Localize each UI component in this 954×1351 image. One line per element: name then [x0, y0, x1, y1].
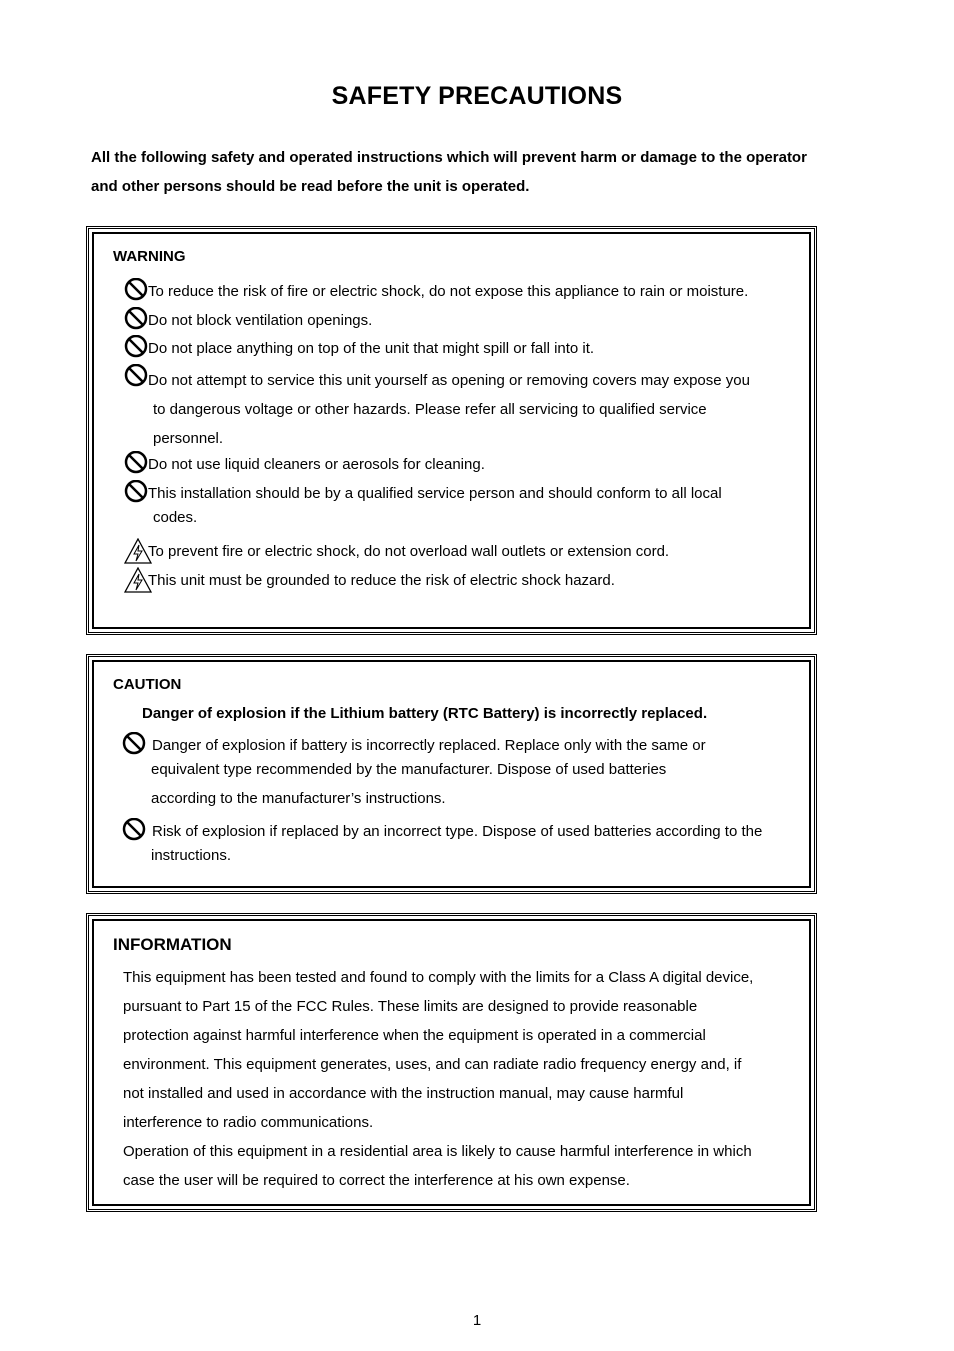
information-line: case the user will be required to correct the interference at his own expense. [123, 1172, 630, 1189]
caution-subheading: Danger of explosion if the Lithium battery (RTC Battery) is incorrectly replaced. [142, 705, 708, 722]
warning-item [124, 540, 804, 564]
prohibited-icon [124, 278, 152, 306]
information-paragraph [123, 963, 813, 1195]
caution-box [86, 654, 817, 894]
information-line: not installed and used in accordance with the instruction manual, may cause harmful [123, 1085, 684, 1102]
warning-item-text: This unit must be grounded to reduce the risk of electric shock hazard. [148, 572, 615, 589]
caution-heading: CAUTION [113, 676, 182, 693]
information-line: interference to radio communications. [123, 1114, 374, 1131]
warning-item-text: Do not attempt to service this unit yourself as opening or removing covers may expose you [148, 372, 750, 389]
warning-item-text: This installation should be by a qualified service person and should conform to all local [148, 485, 722, 502]
caution-item [122, 820, 802, 868]
warning-item-text: to dangerous voltage or other hazards. Please refer all servicing to qualified service [153, 401, 707, 418]
warning-item [124, 453, 804, 477]
prohibited-icon [124, 364, 152, 392]
warning-item [124, 337, 804, 361]
warning-item [124, 280, 804, 304]
prohibited-icon [124, 307, 152, 335]
warning-item-text: Do not use liquid cleaners or aerosols for cleaning. [148, 456, 485, 473]
electric-hazard-icon [124, 538, 152, 566]
warning-item [124, 309, 804, 333]
warning-item [124, 482, 804, 530]
caution-item-text: instructions. [151, 847, 232, 864]
warning-item-text: To prevent fire or electric shock, do not overload wall outlets or extension cord. [148, 543, 670, 560]
caution-item-text: equivalent type recommended by the manufacturer. Dispose of used batteries [151, 761, 667, 778]
information-line: Operation of this equipment in a residential area is likely to cause harmful interference in which [123, 1143, 752, 1160]
prohibited-icon [124, 480, 152, 508]
warning-item [124, 366, 804, 453]
intro-line: and other persons should be read before the unit is operated. [91, 178, 530, 195]
caution-item-text: Danger of explosion if battery is incorrectly replaced. Replace only with the same or [152, 737, 706, 754]
warning-item [124, 569, 804, 593]
page-number: 1 [472, 1312, 482, 1329]
electric-hazard-icon [124, 567, 152, 595]
prohibited-icon [122, 818, 150, 846]
warning-item-text: Do not place anything on top of the unit that might spill or fall into it. [148, 340, 595, 357]
prohibited-icon [122, 732, 150, 760]
caution-item-text: Risk of explosion if replaced by an incorrect type. Dispose of used batteries according to the [152, 823, 763, 840]
warning-heading: WARNING [113, 248, 186, 265]
page-title: SAFETY PRECAUTIONS [331, 82, 623, 110]
caution-item [122, 734, 802, 811]
warning-item-text: codes. [153, 509, 198, 526]
prohibited-icon [124, 335, 152, 363]
information-line: pursuant to Part 15 of the FCC Rules. These limits are designed to provide reasonable [123, 998, 698, 1015]
warning-item-text: To reduce the risk of fire or electric shock, do not expose this appliance to rain or moisture. [148, 283, 749, 300]
warning-item-text: Do not block ventilation openings. [148, 312, 373, 329]
intro-line: All the following safety and operated instructions which will prevent harm or damage to the operator [91, 149, 807, 166]
information-line: protection against harmful interference when the equipment is operated in a commercial [123, 1027, 706, 1044]
prohibited-icon [124, 451, 152, 479]
caution-item-text: according to the manufacturer’s instructions. [151, 790, 446, 807]
information-line: This equipment has been tested and found to comply with the limits for a Class A digital device, [123, 969, 754, 986]
information-box [86, 913, 817, 1212]
information-heading: INFORMATION [113, 935, 232, 954]
warning-box [86, 226, 817, 635]
warning-item-text: personnel. [153, 430, 224, 447]
intro-text [91, 143, 881, 201]
information-line: environment. This equipment generates, uses, and can radiate radio frequency energy and, if [123, 1056, 742, 1073]
